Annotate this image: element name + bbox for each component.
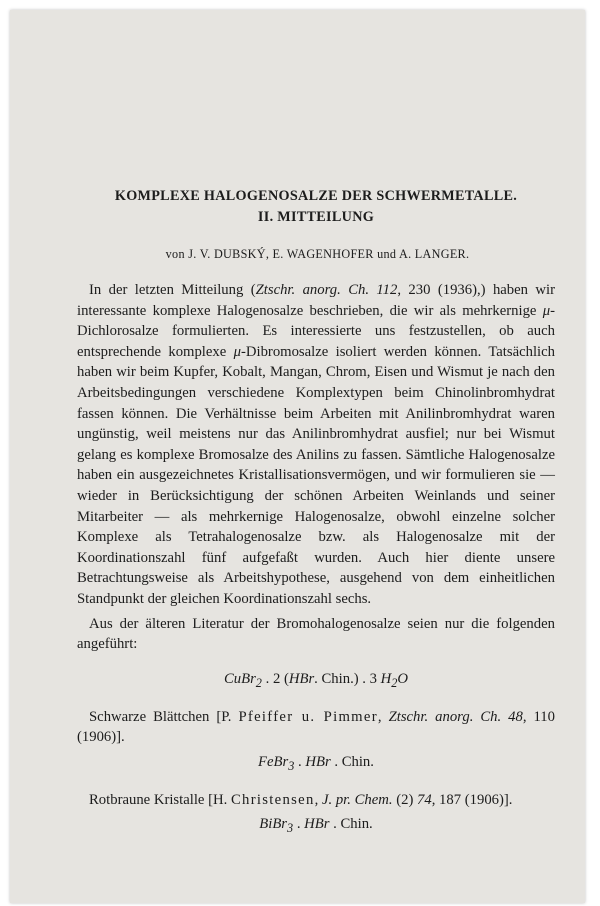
p1-citation: Ztschr. anorg. Ch. 112 — [255, 282, 398, 298]
p4-journal: J. pr. Chem. — [321, 791, 393, 808]
formula-term: FeBr — [258, 753, 289, 770]
p4-text-a: Rotbraune Kristalle [H. — [89, 791, 231, 808]
formula-subscript: 2 — [391, 675, 398, 690]
author-line — [80, 247, 555, 262]
p4-text-b: , — [314, 791, 322, 808]
formula-term: BiBr — [259, 816, 288, 833]
p4-author-name: Christensen — [230, 791, 315, 808]
formula-term: H — [380, 670, 392, 687]
formula-term: . — [293, 816, 305, 833]
p4-volume: 74 — [417, 791, 432, 808]
formula-subscript: 2 — [255, 675, 262, 690]
p1-text-a: In der letzten Mitteilung ( — [89, 282, 256, 298]
paragraph-3 — [77, 707, 555, 748]
formula-term: HBr — [305, 753, 331, 770]
paper-page — [10, 10, 585, 903]
formula-term: . Chin. — [330, 753, 374, 770]
formula-cubr2 — [77, 669, 555, 693]
p1-text-c: -Dichlorosalze formulierten. Es interessierte uns festzustellen, ob auch entsprechende komplexe — [77, 302, 555, 360]
paragraph-1 — [77, 280, 555, 610]
formula-subscript: 3 — [287, 821, 294, 836]
author-von: von — [165, 247, 185, 261]
p4-text-d: , 187 (1906)]. — [431, 791, 513, 808]
p1-text-b: , 230 (1936),) haben wir interessante komplexe Halogenosalze beschrieben, die wir als mehrkernige — [77, 282, 555, 319]
p4-text-c: (2) — [392, 791, 418, 808]
mu-symbol: μ — [542, 302, 551, 319]
formula-term: O — [397, 670, 409, 687]
formula-term: CuBr — [223, 670, 256, 687]
mu-symbol: μ — [233, 343, 241, 360]
title-line-1: KOMPLEXE HALOGENOSALZE DER SCHWERMETALLE. — [114, 188, 518, 204]
article-content — [77, 186, 555, 838]
paragraph-2: Aus der älteren Literatur der Bromohalogenosalze seien nur die folgenden angeführt: — [77, 615, 555, 653]
formula-term: . — [294, 753, 306, 770]
formula-term: . 2 ( — [261, 670, 289, 687]
p3-text-c: , 110 (1906)]. — [77, 708, 555, 746]
formula-term: . Chin. — [329, 816, 373, 833]
author-und: und — [377, 247, 397, 261]
p3-author-names: Pfeiffer u. Pimmer — [238, 708, 378, 725]
author-names-1: J. V. DUBSKÝ, E. WAGENHOFER — [188, 247, 374, 261]
article-title — [77, 186, 555, 228]
paragraph-4 — [77, 790, 555, 811]
formula-subscript: 3 — [288, 758, 295, 773]
formula-term: HBr — [304, 816, 330, 833]
p3-text-b: , — [377, 708, 389, 725]
p1-text-d: -Dibromosalze isoliert werden können. Tatsächlich haben wir beim Kupfer, Kobalt, Mangan, Chrom, Eisen und Wismut je nach den Arbeitsbedingungen verschiedene Komplextypen beim Chinolinbromhydrat fassen können. Die Verhältnisse beim Arbeiten mit Anilinbromhydrat waren ungünstig, weil meistens nur das Anilinbromhydrat ausfiel; nur bei Wismut gelang es komplexe Bromosalze des Anilins zu fassen. Sämtliche Halogenosalze haben ein ausgezeichnetes Kristallisationsvermögen, und wir formulieren sie — wieder in Berücksichtigung der schönen Arbeiten Weinlands und seiner Mitarbeiter — als mehrkernige Halogenosalze, obwohl einzelne solcher Komplexe als Tetrahalogenosalze bzw. als Halogenosalze mit der Koordinationszahl fünf aufgefaßt wurden. Auch hier diente unsere Betrachtungsweise als Arbeitshypothese, ausgehend von dem einheitlichen Standpunkt der gleichen Koordinationszahl sechs. — [77, 343, 556, 607]
p3-text-a: Schwarze Blättchen [P. — [89, 708, 239, 725]
formula-febr3 — [77, 752, 555, 776]
formula-term: . Chin.) . 3 — [314, 670, 381, 687]
title-line-2: II. MITTEILUNG — [257, 209, 375, 225]
p3-journal: Ztschr. anorg. Ch. — [388, 708, 502, 725]
formula-term: HBr — [288, 670, 315, 687]
author-names-2: A. LANGER. — [398, 247, 470, 261]
p3-volume: 48 — [508, 708, 523, 725]
formula-bibr3 — [77, 814, 555, 838]
